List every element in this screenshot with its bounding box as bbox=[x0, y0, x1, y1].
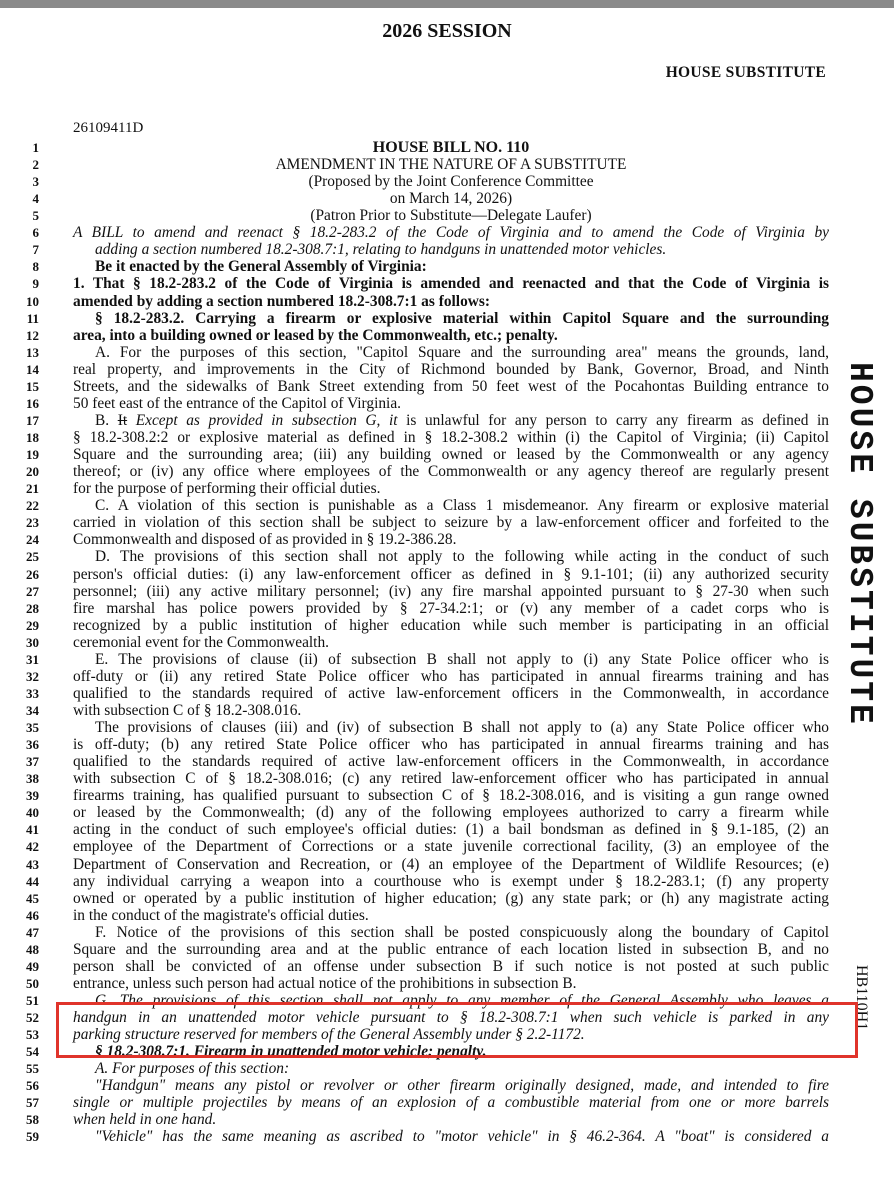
text-run: Be it enacted by the General Assembly of Virginia: bbox=[95, 258, 427, 276]
text-run: Commonwealth and disposed of as provided in § 19.2-386.28. bbox=[73, 531, 457, 549]
line-text bbox=[73, 890, 829, 907]
bill-line bbox=[0, 838, 894, 855]
text-run: Except as provided in subsection G, it bbox=[135, 411, 398, 429]
text-run: Square and the surrounding area; (iii) any building owned or leased by the Commonwealth or any agency bbox=[73, 446, 829, 464]
line-number: 58 bbox=[26, 1112, 39, 1128]
line-number: 36 bbox=[26, 737, 39, 753]
bill-line bbox=[0, 719, 894, 736]
text-run: with subsection C of § 18.2-308.016. bbox=[73, 701, 302, 719]
bill-line bbox=[0, 548, 894, 565]
line-text bbox=[73, 548, 829, 565]
line-text bbox=[73, 258, 829, 275]
line-text bbox=[73, 821, 829, 838]
bill-line bbox=[0, 685, 894, 702]
bill-line bbox=[0, 207, 894, 224]
line-text bbox=[73, 600, 829, 617]
bill-line bbox=[0, 531, 894, 548]
text-run: firearms training, has qualified pursuant to subsection C of § 18.2-308.016, and is visiting a gun range owned bbox=[73, 787, 829, 805]
bill-line bbox=[0, 890, 894, 907]
text-run: Department of Conservation and Recreation, or (4) an employee of the Department of Wildlife Resources; (e) bbox=[73, 855, 829, 873]
session-title: 2026 SESSION bbox=[382, 20, 512, 42]
text-run: § 18.2-283.2. Carrying a firearm or explosive material within Capitol Square and the surrounding bbox=[95, 309, 829, 327]
line-number: 56 bbox=[26, 1078, 39, 1094]
line-text bbox=[73, 190, 829, 207]
bill-line bbox=[0, 361, 894, 378]
line-text bbox=[73, 310, 829, 327]
line-number: 55 bbox=[26, 1061, 39, 1077]
line-text bbox=[73, 787, 829, 804]
line-number: 53 bbox=[26, 1027, 39, 1043]
line-text bbox=[73, 975, 829, 992]
line-number: 5 bbox=[32, 208, 39, 224]
line-number: 17 bbox=[26, 412, 39, 428]
text-run: area, into a building owned or leased by the Commonwealth, etc.; penalty. bbox=[73, 326, 558, 344]
text-run: § 18.2-308.7:1. Firearm in unattended motor vehicle; penalty. bbox=[95, 1043, 487, 1061]
line-text bbox=[73, 753, 829, 770]
line-text bbox=[73, 924, 829, 941]
text-run: 50 feet east of the entrance of the Capitol of Virginia. bbox=[73, 394, 402, 412]
line-number: 22 bbox=[26, 498, 39, 514]
line-number: 29 bbox=[26, 617, 39, 633]
line-text bbox=[73, 1111, 829, 1128]
line-number: 6 bbox=[32, 225, 39, 241]
text-run: entrance, unless such person had actual notice of the prohibitions in subsection B. bbox=[73, 974, 577, 992]
line-number: 54 bbox=[26, 1044, 39, 1060]
line-text bbox=[73, 804, 829, 821]
bill-line bbox=[0, 275, 894, 292]
text-run: personnel; (iii) any active military personnel; (iv) any fire marshal appointed pursuant to § 27-30 when such bbox=[73, 582, 829, 600]
line-number: 20 bbox=[26, 464, 39, 480]
text-run: handgun in an unattended motor vehicle pursuant to § 18.2-308.7:1 when such vehicle is parked in any bbox=[73, 1009, 829, 1027]
line-number: 41 bbox=[26, 822, 39, 838]
line-text bbox=[73, 958, 829, 975]
text-run: or leased by the Commonwealth; (d) any of the following employees authorized to carry a firearm while bbox=[73, 804, 829, 822]
text-run: employee of the Department of Corrections or a state juvenile correctional facility, (3) an employee of the bbox=[73, 838, 829, 856]
bill-line bbox=[0, 1077, 894, 1094]
text-run: F. Notice of the provisions of this section shall be posted conspicuously along the boundary of Capitol bbox=[95, 923, 829, 941]
bill-line bbox=[0, 241, 894, 258]
text-run: recognized by a public institution of higher education while such member is participating in an official bbox=[73, 616, 829, 634]
bill-line bbox=[0, 139, 894, 156]
bill-line bbox=[0, 924, 894, 941]
line-text bbox=[73, 344, 829, 361]
bill-line bbox=[0, 412, 894, 429]
line-text bbox=[73, 480, 829, 497]
line-text bbox=[73, 941, 829, 958]
line-number: 31 bbox=[26, 651, 39, 667]
line-number: 26 bbox=[26, 566, 39, 582]
bill-line bbox=[0, 770, 894, 787]
text-run: off-duty or (ii) any retired State Police officer who has participated in annual firearms training and has bbox=[73, 667, 829, 685]
line-text bbox=[73, 293, 829, 310]
text-run: is off-duty; (b) any retired State Police officer who has participated in annual firearms training and has bbox=[73, 736, 829, 754]
line-number: 38 bbox=[26, 771, 39, 787]
bill-line bbox=[0, 514, 894, 531]
text-run: in the conduct of the magistrate's official duties. bbox=[73, 906, 369, 924]
top-bar bbox=[0, 0, 894, 8]
text-run: amended by adding a section numbered 18.2-308.7:1 as follows: bbox=[73, 292, 491, 310]
text-run: qualified to the standards required of active law-enforcement officers in the Commonwealth, in accordance bbox=[73, 684, 829, 702]
bill-line bbox=[0, 446, 894, 463]
line-number: 47 bbox=[26, 924, 39, 940]
bill-line bbox=[0, 327, 894, 344]
line-number: 9 bbox=[32, 276, 39, 292]
bill-line bbox=[0, 617, 894, 634]
text-run: qualified to the standards required of active law-enforcement officers in the Commonwealth, in accordance bbox=[73, 753, 829, 771]
line-number: 35 bbox=[26, 720, 39, 736]
line-text bbox=[73, 617, 829, 634]
line-number: 51 bbox=[26, 993, 39, 1008]
line-number: 32 bbox=[26, 668, 39, 684]
text-run: (Proposed by the Joint Conference Committee bbox=[308, 173, 594, 191]
text-run: real property, and improvements in the City of Richmond bounded by Bank, Governor, Broad, and Ninth bbox=[73, 360, 829, 378]
text-run: person shall be convicted of an offense under subsection B if such notice is not posted at such public bbox=[73, 957, 829, 975]
line-text bbox=[73, 634, 829, 651]
bill-line bbox=[0, 668, 894, 685]
line-text bbox=[73, 1060, 829, 1077]
bill-line bbox=[0, 497, 894, 514]
line-text bbox=[73, 1094, 829, 1111]
line-text bbox=[73, 378, 829, 395]
text-run: A BILL to amend and reenact § 18.2-283.2 of the Code of Virginia and to amend the Code of Virginia by bbox=[73, 224, 829, 242]
line-text bbox=[73, 156, 829, 173]
line-text bbox=[73, 361, 829, 378]
line-text bbox=[73, 651, 829, 668]
text-run: It bbox=[117, 411, 128, 429]
bill-line bbox=[0, 787, 894, 804]
line-text bbox=[73, 412, 829, 429]
line-text bbox=[73, 719, 829, 736]
bill-line bbox=[0, 310, 894, 327]
line-number: 34 bbox=[26, 702, 39, 718]
bill-line bbox=[0, 429, 894, 446]
text-run: on March 14, 2026) bbox=[389, 190, 513, 208]
bill-line bbox=[0, 566, 894, 583]
line-text bbox=[73, 429, 829, 446]
line-text bbox=[73, 668, 829, 685]
line-number: 40 bbox=[26, 805, 39, 821]
bill-line bbox=[0, 907, 894, 924]
bill-line bbox=[0, 344, 894, 361]
text-run: adding a section numbered 18.2-308.7:1, relating to handguns in unattended motor vehicles. bbox=[95, 241, 667, 259]
line-number: 11 bbox=[26, 310, 39, 326]
line-text bbox=[73, 838, 829, 855]
side-bill-code: HB110H1 bbox=[853, 965, 870, 1031]
line-number: 1 bbox=[32, 140, 39, 155]
text-run: fire marshal has police powers provided by § 27-34.2:1; or (v) any member of a cadet corps who is bbox=[73, 599, 829, 617]
version-label: HOUSE SUBSTITUTE bbox=[665, 64, 826, 81]
bill-line bbox=[0, 190, 894, 207]
line-number: 4 bbox=[32, 191, 39, 207]
text-run: (Patron Prior to Substitute—Delegate Laufer) bbox=[310, 207, 592, 225]
line-text bbox=[73, 497, 829, 514]
bill-line bbox=[0, 958, 894, 975]
highlight-box bbox=[56, 1002, 858, 1061]
line-text bbox=[73, 770, 829, 787]
line-text bbox=[73, 139, 829, 156]
line-number: 19 bbox=[26, 447, 39, 463]
bill-line bbox=[0, 1128, 894, 1145]
line-number: 59 bbox=[26, 1129, 39, 1145]
line-text bbox=[73, 566, 829, 583]
text-run: is unlawful for any person to carry any firearm as defined in bbox=[397, 411, 829, 429]
text-run: person's official duties: (i) any law-enforcement officer as defined in § 9.1-101; (ii) any authorized security bbox=[73, 565, 829, 583]
line-number: 57 bbox=[26, 1095, 39, 1111]
line-number: 7 bbox=[32, 242, 39, 258]
line-number: 16 bbox=[26, 395, 39, 411]
document-id: 26109411D bbox=[73, 120, 144, 136]
bill-line bbox=[0, 856, 894, 873]
bill-line bbox=[0, 941, 894, 958]
bill-line bbox=[0, 583, 894, 600]
bill-line bbox=[0, 293, 894, 310]
line-text bbox=[73, 856, 829, 873]
line-number: 23 bbox=[26, 515, 39, 531]
bill-line bbox=[0, 480, 894, 497]
line-number: 12 bbox=[26, 327, 39, 343]
line-text bbox=[73, 702, 829, 719]
text-run: parking structure reserved for members of the General Assembly under § 2.2-1172. bbox=[73, 1026, 585, 1044]
side-title: HOUSE SUBSTITUTE bbox=[841, 362, 878, 727]
text-run: thereof; or (iv) any office where employees of the Commonwealth or any agency thereof are regularly present bbox=[73, 463, 829, 481]
line-number: 44 bbox=[26, 873, 39, 889]
bill-line bbox=[0, 224, 894, 241]
line-number: 25 bbox=[26, 549, 39, 565]
line-number: 30 bbox=[26, 634, 39, 650]
line-number: 8 bbox=[32, 259, 39, 275]
line-number: 37 bbox=[26, 754, 39, 770]
text-run: E. The provisions of clause (ii) of subsection B shall not apply to (i) any State Police officer who is bbox=[95, 650, 829, 668]
bill-line bbox=[0, 821, 894, 838]
text-run: § 18.2-308.2:2 or explosive material as defined in § 18.2-308.2 within (i) the Capitol of Virginia; (ii) Capitol bbox=[73, 429, 829, 447]
line-number: 2 bbox=[32, 157, 39, 173]
line-number: 45 bbox=[26, 890, 39, 906]
text-run: single or multiple projectiles by means of an explosion of a combustible material from one or more barrels bbox=[73, 1094, 829, 1112]
line-text bbox=[73, 907, 829, 924]
bill-line bbox=[0, 156, 894, 173]
bill-line bbox=[0, 378, 894, 395]
line-number: 13 bbox=[26, 344, 39, 360]
bill-line bbox=[0, 804, 894, 821]
line-number: 28 bbox=[26, 600, 39, 616]
bill-line bbox=[0, 736, 894, 753]
line-text bbox=[73, 583, 829, 600]
text-run: C. A violation of this section is punishable as a Class 1 misdemeanor. Any firearm or explosive material bbox=[95, 497, 829, 515]
bill-line bbox=[0, 600, 894, 617]
text-run: Square and the surrounding area and at the public entrance of each location listed in subsection B, and no bbox=[73, 940, 829, 958]
line-text bbox=[73, 327, 829, 344]
line-text bbox=[73, 446, 829, 463]
line-number: 42 bbox=[26, 839, 39, 855]
text-run: A. For the purposes of this section, "Capitol Square and the surrounding area" means the grounds, land, bbox=[95, 343, 829, 361]
text-run: "Handgun" means any pistol or revolver or other firearm originally designed, made, and intended to fire bbox=[95, 1077, 829, 1095]
text-run: 1. That § 18.2-283.2 of the Code of Virginia is amended and reenacted and that the Code of Virginia is bbox=[73, 275, 829, 293]
text-run: carried in violation of this section shall be subject to seizure by a law-enforcement officer and forfeited to the bbox=[73, 514, 829, 532]
line-text bbox=[73, 173, 829, 190]
text-run: A. For purposes of this section: bbox=[95, 1060, 290, 1078]
bill-line bbox=[0, 1060, 894, 1077]
text-run: any individual carrying a weapon into a courthouse who is exempt under § 18.2-283.1; (f) any property bbox=[73, 872, 829, 890]
text-run: B. bbox=[95, 411, 118, 429]
text-run: HOUSE BILL NO. 110 bbox=[372, 139, 530, 156]
line-number: 15 bbox=[26, 378, 39, 394]
text-run: when held in one hand. bbox=[73, 1111, 217, 1129]
bill-line bbox=[0, 258, 894, 275]
line-text bbox=[73, 873, 829, 890]
bill-line bbox=[0, 173, 894, 190]
text-run bbox=[127, 412, 136, 429]
text-run: "Vehicle" has the same meaning as ascribed to "motor vehicle" in § 46.2-364. A "boat" is considered a bbox=[95, 1128, 829, 1146]
line-text bbox=[73, 395, 829, 412]
bill-line bbox=[0, 1111, 894, 1128]
line-number: 52 bbox=[26, 1010, 39, 1026]
text-run: ceremonial event for the Commonwealth. bbox=[73, 633, 329, 651]
line-text bbox=[73, 736, 829, 753]
line-text bbox=[73, 1128, 829, 1145]
line-number: 10 bbox=[26, 293, 39, 309]
line-number: 48 bbox=[26, 941, 39, 957]
bill-line bbox=[0, 873, 894, 890]
line-number: 46 bbox=[26, 907, 39, 923]
bill-line bbox=[0, 702, 894, 719]
line-number: 21 bbox=[26, 481, 39, 497]
line-text bbox=[73, 224, 829, 241]
line-number: 14 bbox=[26, 361, 39, 377]
bill-line bbox=[0, 463, 894, 480]
text-run: AMENDMENT IN THE NATURE OF A SUBSTITUTE bbox=[275, 156, 627, 174]
bill-line bbox=[0, 1094, 894, 1111]
bill-line bbox=[0, 395, 894, 412]
line-text bbox=[73, 531, 829, 548]
line-number: 33 bbox=[26, 685, 39, 701]
line-number: 49 bbox=[26, 958, 39, 974]
line-number: 50 bbox=[26, 975, 39, 991]
text-run: owned or operated by a public institution of higher education; (g) any state park; or (h) any magistrate acting bbox=[73, 889, 829, 907]
text-run: The provisions of clauses (iii) and (iv) of subsection B shall not apply to (a) any State Police officer who bbox=[95, 719, 829, 737]
text-run: D. The provisions of this section shall not apply to the following while acting in the conduct of such bbox=[95, 548, 829, 566]
line-text bbox=[73, 241, 829, 258]
line-text bbox=[73, 685, 829, 702]
line-number: 43 bbox=[26, 856, 39, 872]
text-run: acting in the conduct of such employee's official duties: (1) a bail bondsman as defined in § 9.1-185, (2) an bbox=[73, 821, 829, 839]
line-text bbox=[73, 463, 829, 480]
line-number: 39 bbox=[26, 788, 39, 804]
line-text bbox=[73, 1077, 829, 1094]
line-text bbox=[73, 207, 829, 224]
text-run: Streets, and the sidewalks of Bank Street extending from 50 feet west of the Pocahontas Building entrance to bbox=[73, 377, 829, 395]
text-run: for the purpose of performing their official duties. bbox=[73, 480, 381, 498]
line-text bbox=[73, 275, 829, 292]
bill-line bbox=[0, 753, 894, 770]
line-number: 18 bbox=[26, 430, 39, 446]
line-number: 24 bbox=[26, 532, 39, 548]
line-number: 27 bbox=[26, 583, 39, 599]
bill-line bbox=[0, 975, 894, 992]
line-text bbox=[73, 514, 829, 531]
bill-line bbox=[0, 651, 894, 668]
text-run: with subsection C of § 18.2-308.016; (c) any retired law-enforcement officer who has participated in annual bbox=[73, 770, 829, 788]
text-run: G. The provisions of this section shall not apply to any member of the General Assembly who leaves a bbox=[95, 992, 829, 1009]
bill-line bbox=[0, 634, 894, 651]
line-number: 3 bbox=[32, 174, 39, 190]
